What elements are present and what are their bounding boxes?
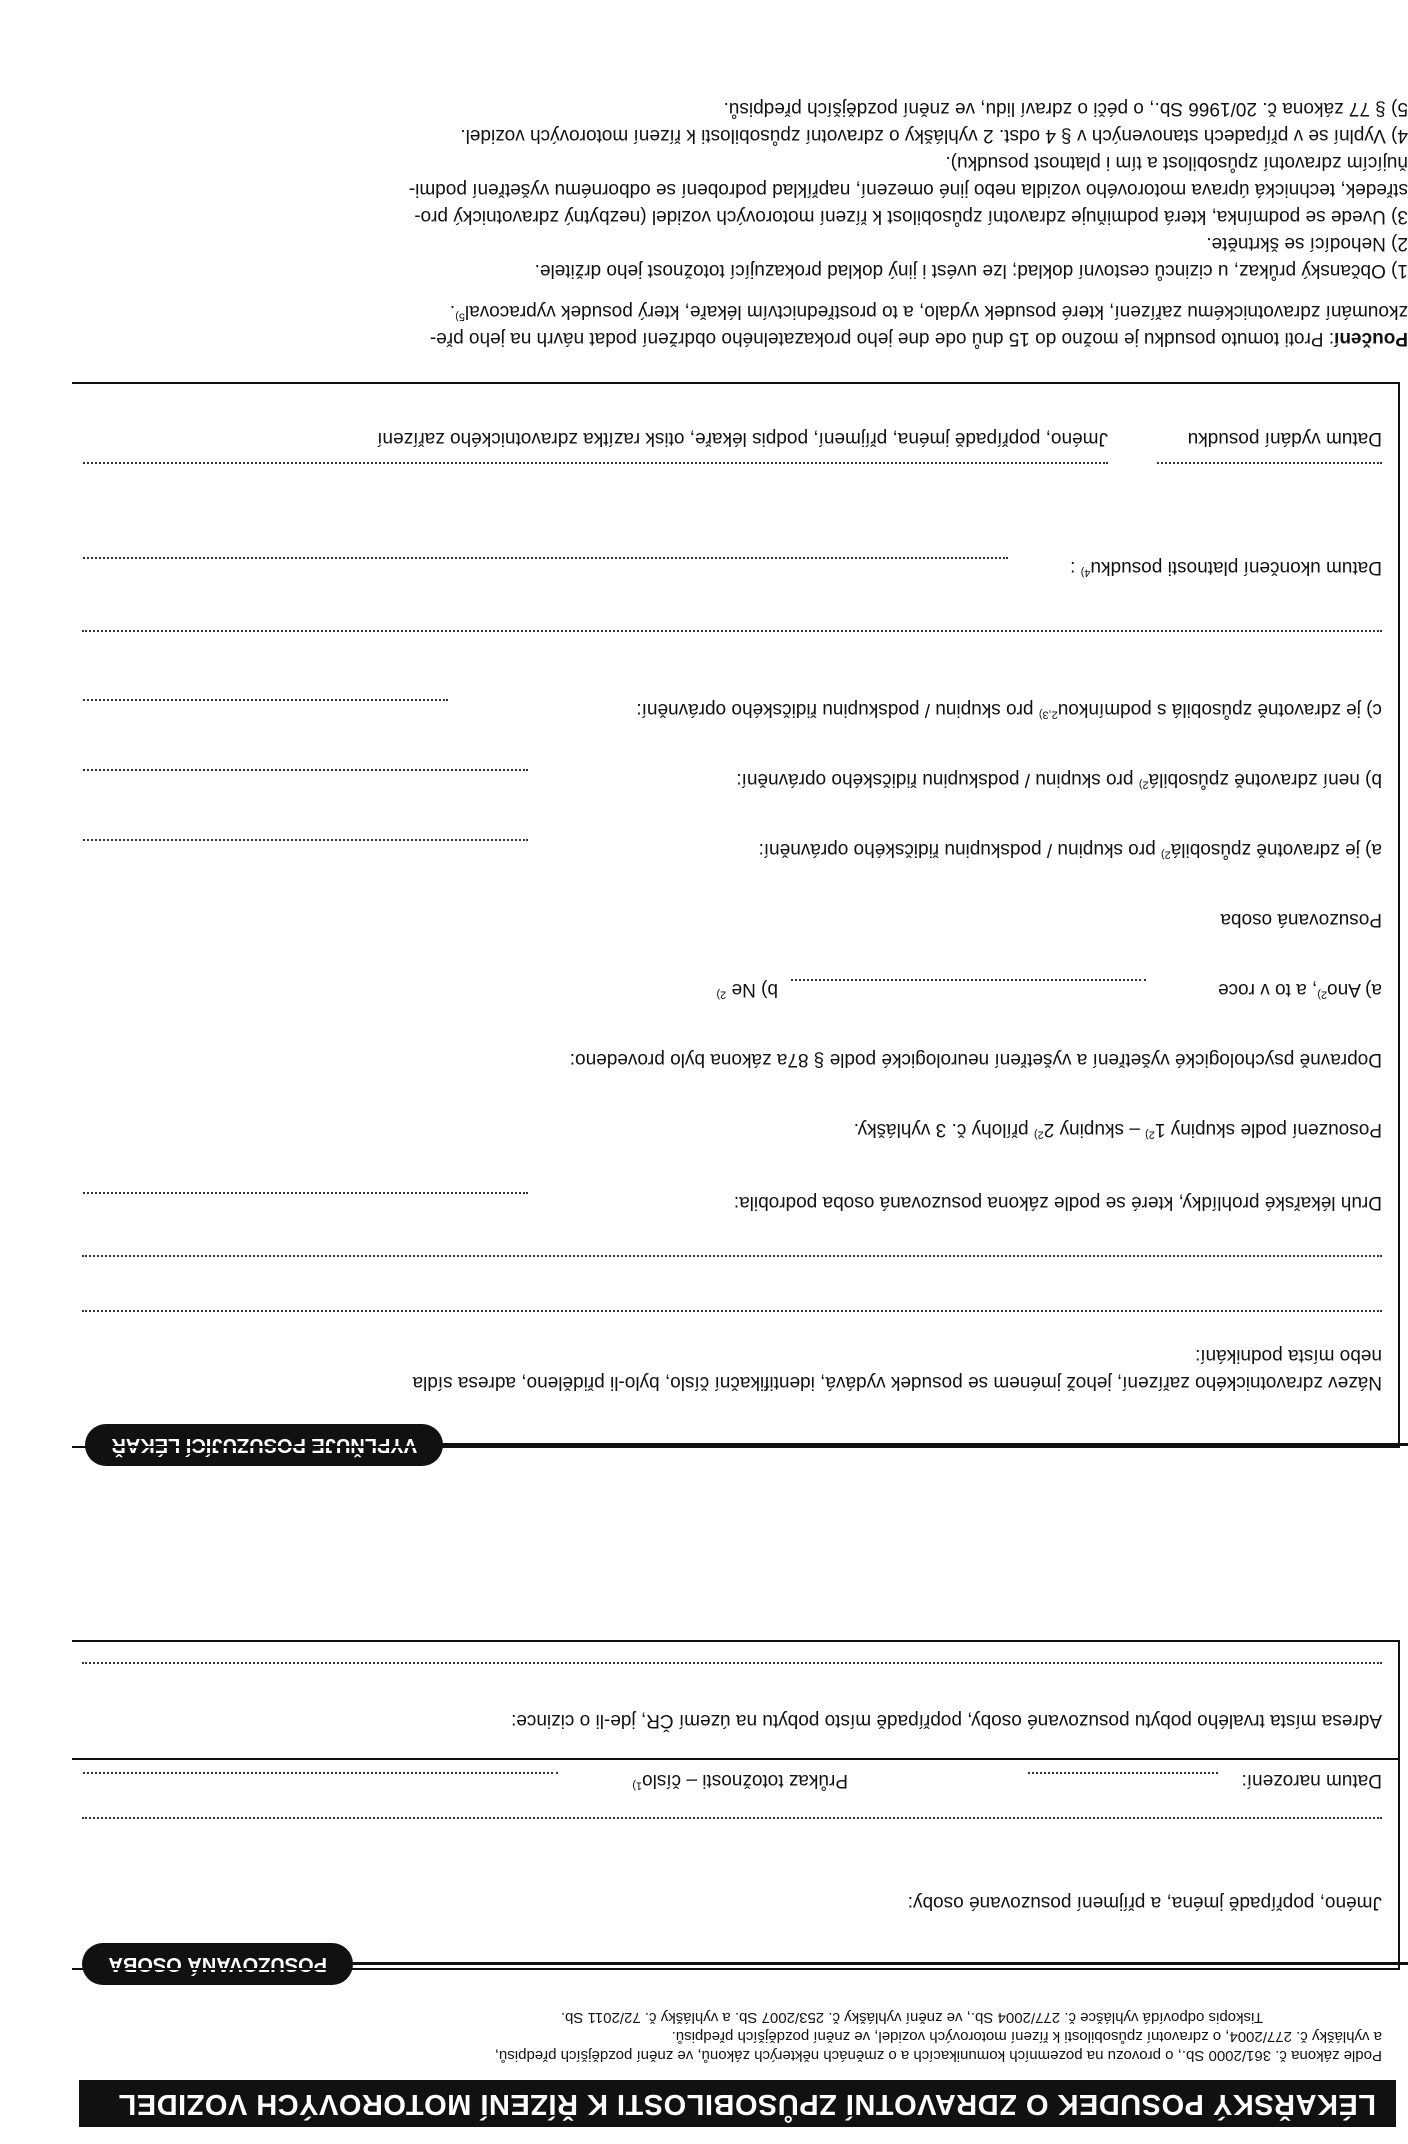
- fit-option-a[interactable]: a) je zdravotně způsobilá$^{2)}$ pro skupinu / podskupinu řidičského oprávnění:: [758, 839, 1382, 861]
- facility-field-2[interactable]: [82, 1255, 1382, 1257]
- footnote-3c: ňujícím zdravotní způsobilost a tím i platnost posudku).: [945, 152, 1408, 173]
- facility-label-1: Název zdravotnického zařízení, jehož jménem se posudek vydává, identifikační číslo, bylo-li přiděleno, adresa sídla: [412, 1372, 1382, 1393]
- form-title: LÉKAŘSKÝ POSUDEK O ZDRAVOTNÍ ZPŮSOBILOSTI K ŘÍZENÍ MOTOROVÝCH VOZIDEL: [79, 2080, 1396, 2127]
- footnote-5: 5) § 77 zákona č. 20/1966 Sb., o péči o zdraví lidu, ve znění pozdějších předpisů.: [723, 98, 1408, 119]
- psych-year-field[interactable]: [791, 979, 1146, 981]
- psych-no-option[interactable]: b) Ne $^{2)}$: [716, 979, 778, 1001]
- person-address-label: Adresa místa trvalého pobytu posuzované osoby, popřípadě místo pobytu na území ČR, jde-li o cizince:: [511, 1710, 1382, 1731]
- exam-type-field[interactable]: [83, 1192, 528, 1194]
- fit-c-field[interactable]: [83, 699, 448, 701]
- signature-label: Jméno, popřípadě jména, příjmení, podpis lékaře, otisk razítka zdravotnického zařízení: [377, 428, 1108, 449]
- validity-label: Datum ukončení platnosti posudku$^{4)}$ :: [1070, 557, 1382, 579]
- fit-option-c[interactable]: c) je zdravotně způsobilá s podmínkou$^{2,3)}$ pro skupinu / podskupinu řidičského oprávnění:: [636, 699, 1382, 721]
- footnote-4: 4) Vyplní se v případech stanovených v § 4 odst. 2 vyhlášky o zdravotní způsobilosti k řízení motorových vozidel.: [460, 125, 1408, 146]
- person-dob-label: Datum narození:: [1241, 1770, 1382, 1791]
- exam-type-label: Druh lékařské prohlídky, které se podle zákona posuzovaná osoba podrobila:: [733, 1192, 1382, 1213]
- validity-field[interactable]: [83, 557, 1008, 559]
- facility-field-1[interactable]: [82, 1310, 1382, 1312]
- legal-line-3: Tiskopis odpovídá vyhlášce č. 277/2004 Sb., ve znění vyhlášky č. 253/2007 Sb. a vyhlášky č. 72/2011 Sb.: [560, 2009, 1263, 2026]
- facility-label-2: nebo místa podnikání:: [1195, 1345, 1382, 1366]
- person-id-label: Průkaz totožnosti – číslo$^{1)}$: [632, 1770, 848, 1792]
- instruction-line-2: zkoumání zdravotnickému zařízení, které posudek vydalo, a to prostřednictvím lékaře, který posudek vypracoval$^{5)}$.: [449, 301, 1408, 323]
- fit-c-field-2[interactable]: [82, 630, 1382, 632]
- person-box-outline: [72, 1640, 1400, 1970]
- section-tag-doctor: VYPLŇUJE POSUZUJÍCÍ LÉKAŘ: [85, 1424, 443, 1466]
- person-result-heading: Posuzovaná osoba: [1220, 909, 1382, 930]
- person-name-label: Jméno, popřípadě jména, a příjmení posuzované osoby:: [907, 1892, 1382, 1913]
- legal-line-2: a vyhlášky č. 277/2004, o zdravotní způsobilosti k řízení motorových vozidel, ve znění pozdějších předpisů.: [671, 2028, 1382, 2045]
- fit-b-field[interactable]: [83, 769, 528, 771]
- footnote-1: 1) Občanský průkaz, u cizinců cestovní doklad; lze uvést i jiný doklad prokazující totožnost jeho držitele.: [534, 260, 1408, 281]
- issue-date-label: Datum vydání posudku: [1187, 428, 1382, 449]
- doctor-section-box: [72, 382, 1400, 1448]
- signature-field[interactable]: [83, 462, 1108, 464]
- instruction-line-1: Poučení: Proti tomuto posudku je možno do 15 dnů ode dne jeho prokazatelného obdržení podat návrh na jeho pře-: [429, 328, 1408, 349]
- psych-exam-label: Dopravně psychologické vyšetření a vyšetření neurologické podle § 87a zákona bylo provedeno:: [569, 1049, 1382, 1070]
- fit-a-field[interactable]: [83, 839, 528, 841]
- footnote-3b: středek, technická úprava motorového vozidla nebo jiné omezení, například podrobení se odbornému vyšetření podmi-: [408, 179, 1408, 200]
- legal-line-1: Podle zákona č. 361/2000 Sb., o provozu na pozemních komunikacích a o změnách některých zákonů, ve znění pozdějších předpisů,: [494, 2047, 1382, 2064]
- fit-option-b[interactable]: b) není zdravotně způsobilá$^{2)}$ pro skupinu / podskupinu řidičského oprávnění:: [736, 769, 1382, 791]
- section-tag-person: POSUZOVANÁ OSOBA: [82, 1943, 353, 1985]
- footnote-2: 2) Nehodící se škrtněte.: [1206, 233, 1408, 254]
- assessment-group-line: Posouzení podle skupiny 1$^{2)}$ – skupiny 2$^{2)}$ přílohy č. 3 vyhlášky.: [853, 1119, 1382, 1141]
- psych-yes-option[interactable]: a) Ano$^{2)}$, a to v roce: [1218, 979, 1382, 1001]
- footnote-3a: 3) Uvede se podmínka, která podmiňuje zdravotní způsobilost k řízení motorových vozidel (nezbytný zdravotnický pro-: [414, 206, 1408, 227]
- issue-date-field[interactable]: [1157, 462, 1382, 464]
